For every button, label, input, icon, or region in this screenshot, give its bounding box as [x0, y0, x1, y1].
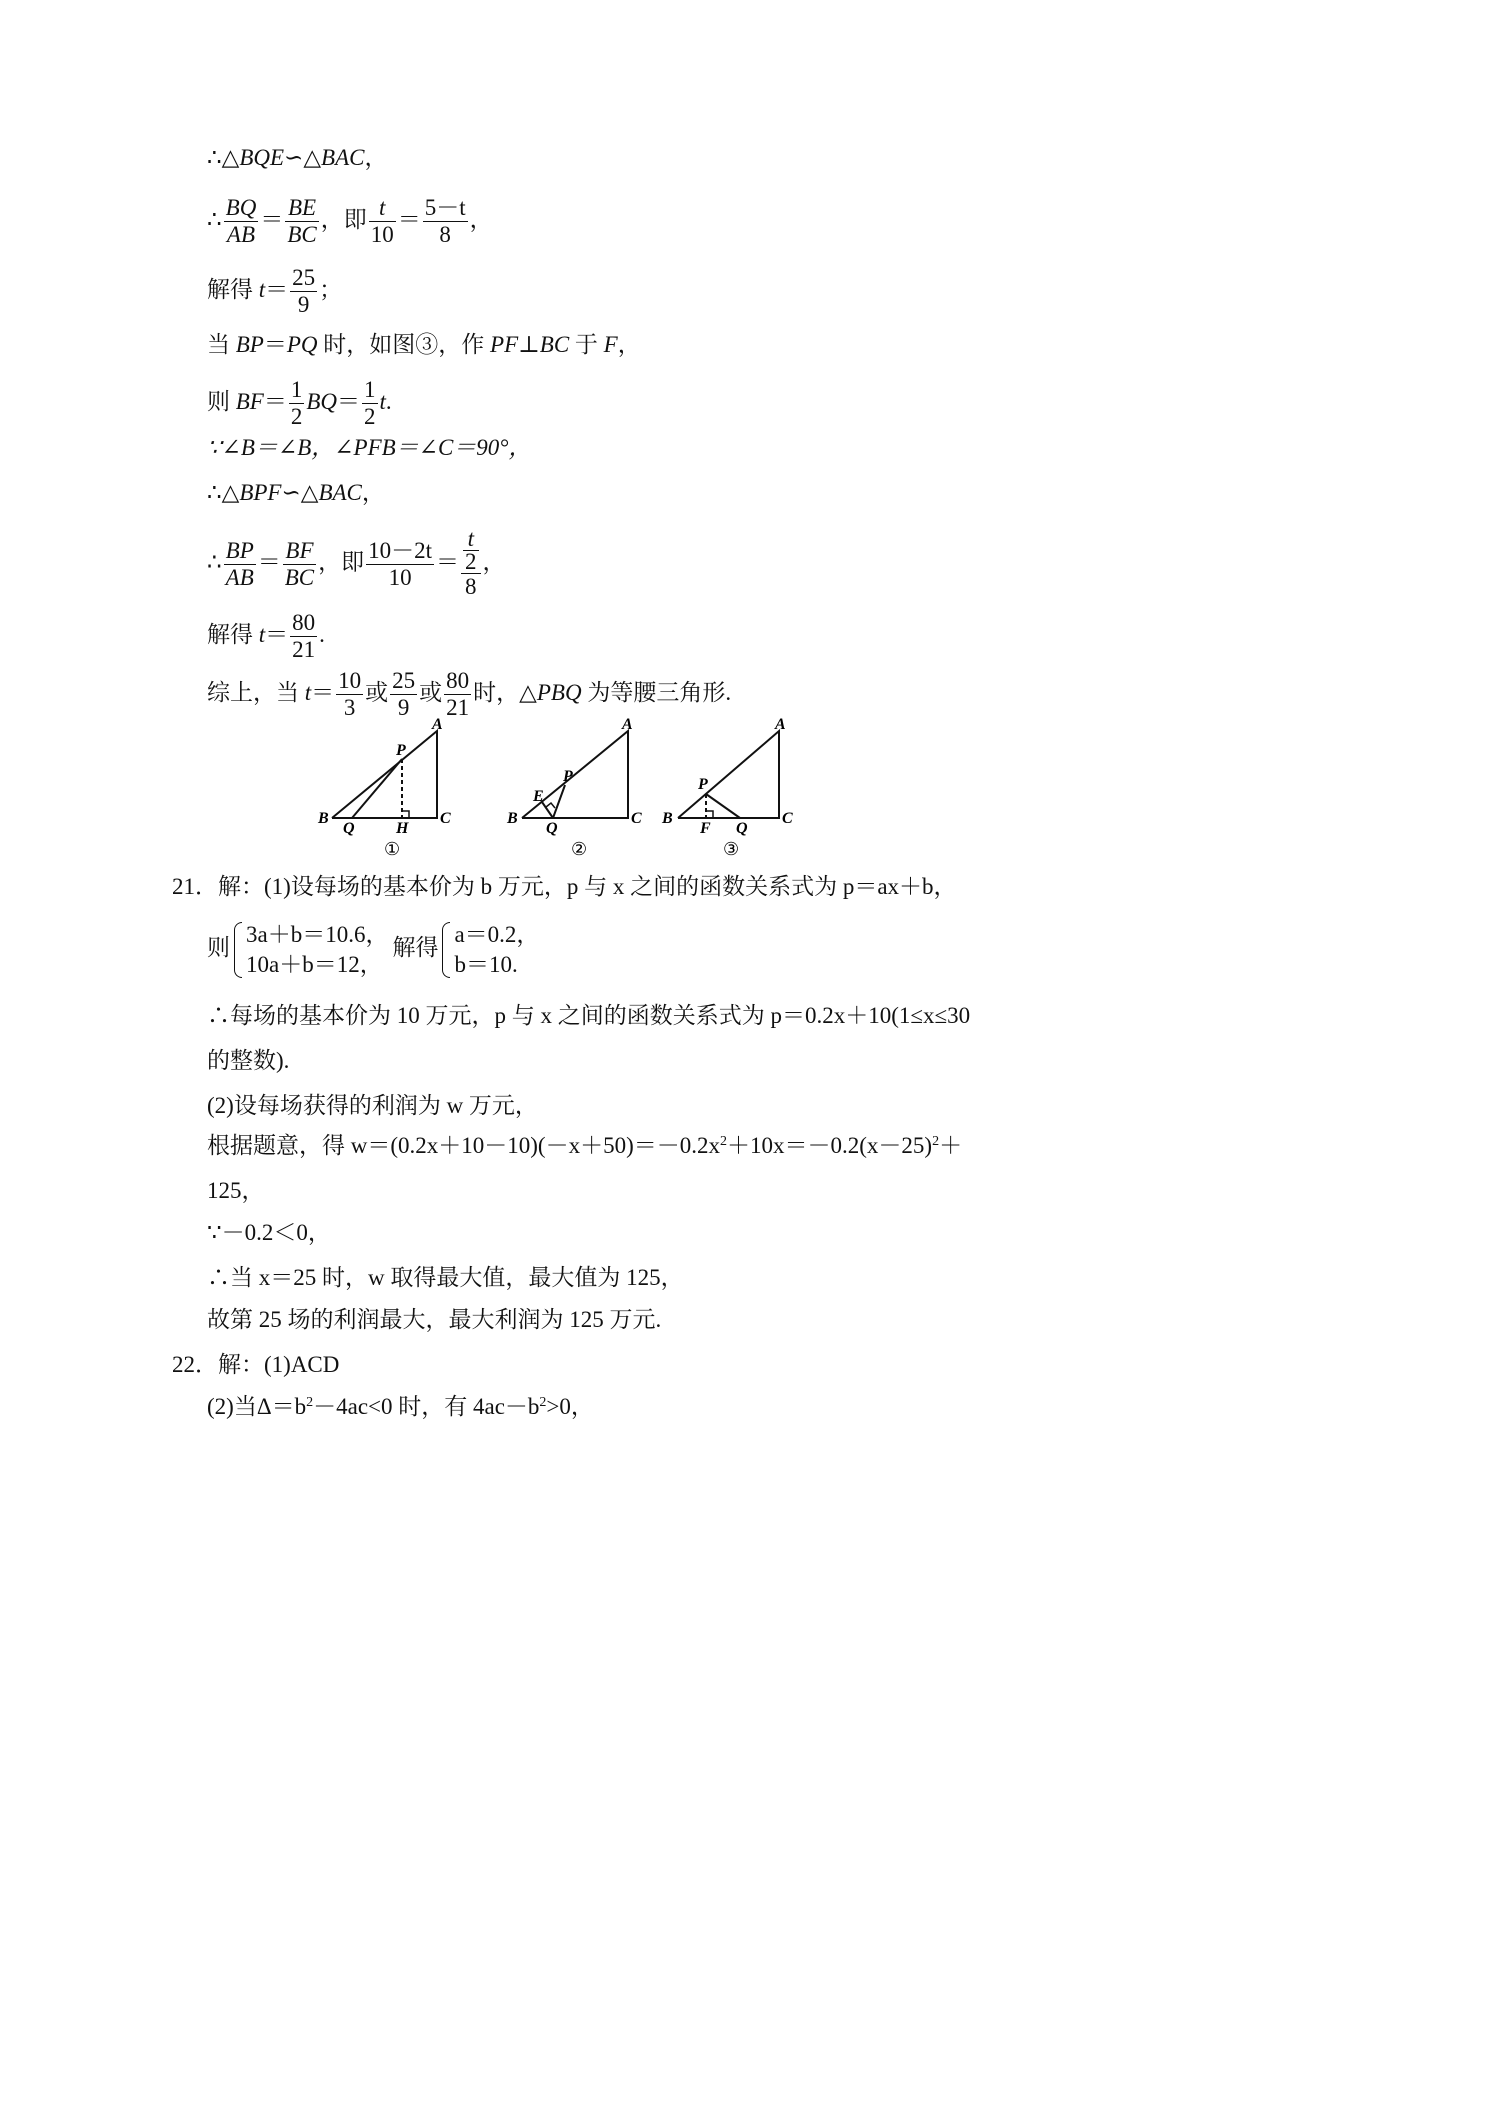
- fig1-label-q: Q: [343, 820, 355, 837]
- fig2-label-q: Q: [546, 820, 558, 837]
- q21-equations: 3a＋b＝10.6， 10a＋b＝12，: [234, 920, 388, 980]
- line-solve-t2: 解得 t＝ $\frac{80}{21}$ .: [207, 610, 325, 662]
- line-ratio-2: ∴ $\frac{BP}{AB}$ ＝ $\frac{BF}{BC}$ ，即 $\frac{10-2t}{10}$ ＝ $\frac{\frac{t}{2}}{8}$ ，: [207, 526, 506, 599]
- fig3-label-b: B: [662, 810, 673, 827]
- q21-line7: 125，: [207, 1178, 265, 1203]
- q21-line5: (2)设每场获得的利润为 w 万元，: [207, 1093, 538, 1118]
- line-case-bp-pq: 当 BP＝PQ 时，如图③，作 PF⊥BC 于 F，: [207, 332, 641, 357]
- fig1-label-b: B: [318, 810, 329, 827]
- line-similar-bqe: ∴△BQE∽△BAC，: [207, 145, 388, 170]
- fig1-label-h: H: [396, 820, 409, 837]
- fig3-label-c: C: [782, 810, 793, 827]
- fig1-triangle: [332, 731, 437, 818]
- fig1-pq: [352, 759, 402, 818]
- q21-line10: 故第 25 场的利润最大，最大利润为 125 万元.: [207, 1307, 662, 1332]
- line-bf: 则 BF＝ $\frac{1}{2}$ BQ＝ $\frac{1}{2}$ t.: [207, 377, 392, 429]
- fig3-pq: [706, 794, 740, 818]
- line-angles: ∵∠B＝∠B，∠PFB＝∠C＝90°，: [207, 435, 532, 460]
- fig3-triangle: [678, 731, 779, 818]
- q21-system: 则 3a＋b＝10.6， 10a＋b＝12， 解得 a＝0.2， b＝10.: [207, 918, 543, 980]
- q21-line9: ∴当 x＝25 时，w 取得最大值，最大值为 125，: [207, 1265, 684, 1290]
- fig1-label-p: P: [396, 742, 406, 759]
- q21-line4: 的整数).: [207, 1048, 290, 1073]
- q21-line3: ∴每场的基本价为 10 万元，p 与 x 之间的函数关系式为 p＝0.2x＋10(1≤x≤30: [207, 1003, 971, 1028]
- fig1-label-c: C: [440, 810, 451, 827]
- line-similar-bpf: ∴△BPF∽△BAC，: [207, 480, 385, 505]
- line-conclusion: 综上，当 t＝ $\frac{10}{3}$ 或 $\frac{25}{9}$ 或 $\frac{80}{21}$ 时，△PBQ 为等腰三角形.: [207, 668, 732, 720]
- q22-label: 22．解：(1)ACD: [172, 1352, 340, 1377]
- fig3-label-q: Q: [736, 820, 748, 837]
- q21-solution: a＝0.2， b＝10.: [442, 920, 539, 980]
- fig2-label-c: C: [631, 810, 642, 827]
- fig1-caption: ①: [384, 839, 401, 859]
- fig2-label-b: B: [507, 810, 518, 827]
- line-ratio-1: ∴ $\frac{BQ}{AB}$ ＝ $\frac{BE}{BC}$ ，即 $\frac{t}{10}$ ＝ $\frac{5-t}{8}$ ，: [207, 195, 493, 247]
- triangle-figures: [0, 715, 1100, 865]
- q21-line6: 根据题意，得 $w=(0.2x+10-10)(-x+50)=-0.2x^2+10x=-0.2(x-25)^2+$: [207, 1133, 963, 1158]
- line-solve-t1: 解得 t＝ $\frac{25}{9}$ ；: [207, 265, 343, 317]
- fig2-label-e: E: [533, 788, 544, 805]
- fig3-caption: ③: [723, 839, 740, 859]
- fig1-label-a: A: [432, 716, 443, 733]
- fig2-caption: ②: [571, 839, 588, 859]
- fig3-label-p: P: [698, 776, 708, 793]
- fig2-label-a: A: [622, 716, 633, 733]
- fig3-label-f: F: [700, 820, 711, 837]
- q21-line8: ∵－0.2＜0，: [207, 1220, 331, 1245]
- fig2-label-p: P: [563, 768, 573, 785]
- fig3-label-a: A: [775, 716, 786, 733]
- q22-line2: (2)当$\Delta=b^2-4ac<0$ 时，有 $4ac-b^2>0$，: [207, 1394, 594, 1419]
- q21-label: 21．解：(1)设每场的基本价为 b 万元，p 与 x 之间的函数关系式为 p＝ax＋b，: [172, 874, 957, 899]
